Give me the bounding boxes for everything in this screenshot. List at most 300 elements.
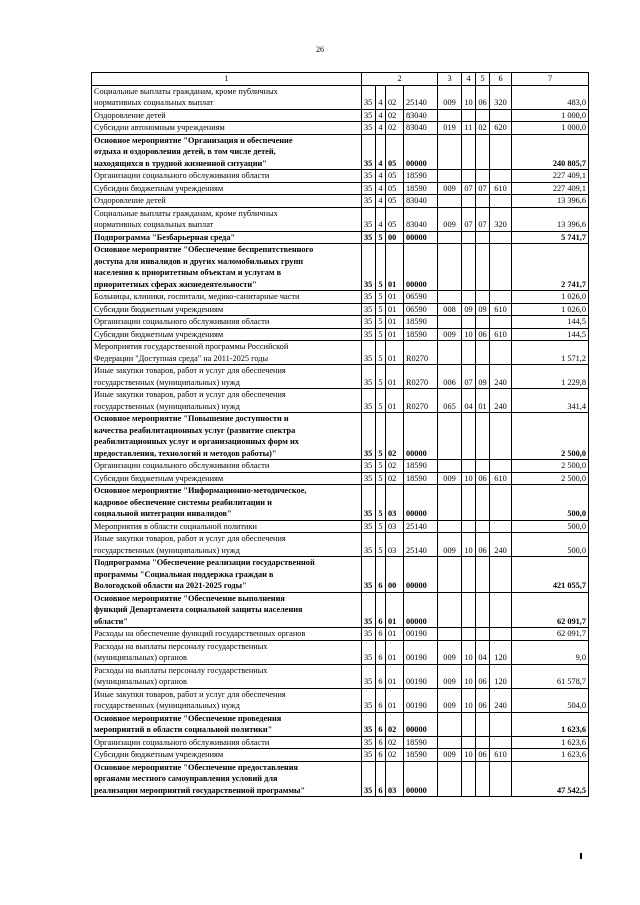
row-name-line: Основное мероприятие "Обеспечение выполнения [94,593,285,603]
table-row [92,628,589,641]
code-direction: R0270 [404,365,438,389]
row-name-line: мероприятий в области социальной политики" [94,725,273,734]
table-row [92,182,589,195]
code-expense-type: 610 [490,182,512,195]
code-subsection: 09 [476,303,490,316]
table-row [92,460,589,473]
code-program: 35 [362,170,376,183]
row-name-line: Субсидии автономным учреждениям [94,123,225,132]
table-row [92,389,589,413]
code-subprogram: 4 [376,85,386,109]
code-subprogram: 4 [376,207,386,231]
row-name [92,291,362,304]
code-organization [438,485,462,521]
code-direction: 00000 [404,712,438,736]
code-subsection [476,557,490,593]
row-name [92,736,362,749]
row-name [92,533,362,557]
code-subsection: 06 [476,688,490,712]
row-name-line: (муниципальных) органов [94,677,187,686]
code-organization: 008 [438,303,462,316]
table-row [92,328,589,341]
row-name-line: Расходы на обеспечение функций государственных органов [94,629,306,638]
page-number: 26 [316,45,324,54]
code-expense-type: 240 [490,389,512,413]
code-subsection [476,291,490,304]
code-section [462,231,476,244]
code-measure: 02 [386,712,404,736]
code-direction: 00000 [404,244,438,291]
code-subsection: 02 [476,122,490,135]
code-measure: 02 [386,736,404,749]
code-subprogram: 5 [376,413,386,460]
code-organization: 009 [438,640,462,664]
code-expense-type [490,291,512,304]
row-name [92,460,362,473]
code-subprogram: 5 [376,533,386,557]
row-name-line: Социальные выплаты гражданам, кроме публичных [94,208,278,218]
row-name [92,712,362,736]
code-subprogram: 6 [376,688,386,712]
code-section [462,341,476,365]
code-section [462,195,476,208]
code-subprogram: 4 [376,134,386,170]
row-name-line: Организации социального обслуживания области [94,737,270,747]
code-direction: R0270 [404,341,438,365]
code-program: 35 [362,134,376,170]
code-section [462,109,476,122]
code-direction: 00000 [404,761,438,797]
code-subsection [476,485,490,521]
row-name-line: Больницы, клиники, госпитали, медико-санитарные части [94,292,300,301]
code-section: 07 [462,207,476,231]
table-row [92,533,589,557]
code-section [462,244,476,291]
amount: 47 542,5 [512,761,589,797]
code-measure: 00 [386,557,404,593]
code-subprogram: 5 [376,316,386,329]
code-subsection: 06 [476,472,490,485]
amount: 421 055,7 [512,557,589,593]
row-name-line: реализации мероприятий государственной программы" [94,785,306,795]
amount: 227 409,1 [512,170,589,183]
table-row [92,520,589,533]
code-direction: 00190 [404,640,438,664]
row-name [92,749,362,762]
amount: 1 000,0 [512,109,589,122]
row-name-line: социальной интеграции инвалидов" [94,509,232,518]
amount: 144,5 [512,316,589,329]
code-section: 10 [462,533,476,557]
code-measure: 05 [386,134,404,170]
table-row [92,244,589,291]
code-section: 10 [462,640,476,664]
row-name-line: Иные закупки товаров, работ и услуг для обеспечения [94,689,286,699]
code-program: 35 [362,389,376,413]
code-direction: 00000 [404,485,438,521]
code-section [462,712,476,736]
code-program: 35 [362,182,376,195]
code-subsection [476,413,490,460]
code-subsection [476,134,490,170]
code-subsection: 06 [476,664,490,688]
table-row [92,231,589,244]
code-measure: 02 [386,122,404,135]
code-direction: 00000 [404,134,438,170]
code-expense-type: 610 [490,328,512,341]
code-subsection [476,761,490,797]
code-measure: 01 [386,341,404,365]
code-section [462,592,476,628]
amount: 2 500,0 [512,472,589,485]
code-subprogram: 4 [376,182,386,195]
row-name [92,207,362,231]
row-name [92,557,362,593]
row-name-line: Организации социального обслуживания области [94,461,270,470]
row-name-line: Вологодской области на 2021-2025 годы" [94,581,247,590]
table-row [92,736,589,749]
code-section [462,170,476,183]
code-subprogram: 5 [376,520,386,533]
table-row [92,291,589,304]
code-section [462,413,476,460]
code-subprogram: 6 [376,749,386,762]
code-expense-type [490,170,512,183]
amount: 5 741,7 [512,231,589,244]
code-direction: 00190 [404,664,438,688]
table-row [92,170,589,183]
row-name-line: Субсидии бюджетным учреждениям [94,329,224,339]
code-measure: 01 [386,316,404,329]
code-subprogram: 5 [376,485,386,521]
code-program: 35 [362,316,376,329]
row-name-line: Федерации "Доступная среда" на 2011-2025 годы [94,353,269,363]
code-organization [438,413,462,460]
code-expense-type [490,520,512,533]
row-name-line: нормативных социальных выплат [94,220,214,229]
header-col-5: 5 [476,73,490,86]
code-direction: 00000 [404,592,438,628]
code-measure: 01 [386,389,404,413]
amount: 2 741,7 [512,244,589,291]
row-name-line: Иные закупки товаров, работ и услуг для обеспечения [94,390,286,399]
row-name [92,182,362,195]
row-name-line: Основное мероприятие "Информационно-методическое, [94,486,307,495]
table-row [92,122,589,135]
code-direction: 83040 [404,109,438,122]
row-name [92,592,362,628]
row-name-line: Организации социального обслуживания области [94,317,270,326]
amount: 9,0 [512,640,589,664]
code-expense-type [490,244,512,291]
code-expense-type: 320 [490,207,512,231]
row-name-line: находящихся в трудной жизненной ситуации" [94,158,267,168]
row-name-line: населения к приоритетным объектам и услугам в [94,268,282,277]
code-expense-type [490,761,512,797]
code-section: 07 [462,365,476,389]
amount: 227 409,1 [512,182,589,195]
header-col-3: 3 [438,73,462,86]
code-direction: 83040 [404,195,438,208]
code-expense-type: 240 [490,533,512,557]
code-organization: 009 [438,207,462,231]
code-section [462,291,476,304]
code-measure: 05 [386,195,404,208]
code-expense-type [490,316,512,329]
code-subsection: 06 [476,533,490,557]
code-expense-type [490,413,512,460]
amount: 1 623,6 [512,736,589,749]
row-name [92,664,362,688]
code-subsection [476,316,490,329]
code-subsection [476,736,490,749]
code-subsection: 01 [476,389,490,413]
code-organization: 009 [438,533,462,557]
row-name-line: нормативных социальных выплат [94,98,214,107]
code-subsection [476,628,490,641]
amount: 483,0 [512,85,589,109]
row-name-line: Субсидии бюджетным учреждениям [94,473,224,483]
code-organization: 009 [438,688,462,712]
code-measure: 01 [386,628,404,641]
code-subprogram: 6 [376,736,386,749]
amount: 1 623,6 [512,749,589,762]
code-direction: 18590 [404,460,438,473]
code-subprogram: 4 [376,195,386,208]
row-name-line: Основное мероприятие "Повышение доступности и [94,414,289,423]
amount: 1 571,2 [512,341,589,365]
code-expense-type [490,592,512,628]
code-subsection: 04 [476,640,490,664]
code-subprogram: 5 [376,291,386,304]
code-subprogram: 6 [376,640,386,664]
code-measure: 01 [386,303,404,316]
code-expense-type [490,712,512,736]
row-name [92,341,362,365]
code-expense-type: 240 [490,688,512,712]
code-measure: 02 [386,460,404,473]
code-program: 35 [362,557,376,593]
code-expense-type: 610 [490,303,512,316]
code-program: 35 [362,520,376,533]
row-name [92,389,362,413]
code-subprogram: 5 [376,231,386,244]
row-name-line: Основное мероприятие "Обеспечение проведения [94,713,282,723]
row-name [92,303,362,316]
amount: 500,0 [512,520,589,533]
code-measure: 01 [386,664,404,688]
code-organization [438,520,462,533]
code-organization [438,592,462,628]
header-col-4: 4 [462,73,476,86]
row-name [92,472,362,485]
code-program: 35 [362,195,376,208]
code-expense-type: 610 [490,472,512,485]
code-program: 35 [362,341,376,365]
row-name [92,365,362,389]
code-direction: 83040 [404,122,438,135]
row-name-line: программы "Социальная поддержка граждан в [94,569,274,579]
row-name-line: государственных (муниципальных) нужд [94,401,240,411]
row-name-line: Организации социального обслуживания области [94,171,270,180]
row-name [92,628,362,641]
code-section: 07 [462,182,476,195]
code-expense-type [490,557,512,593]
code-subsection [476,195,490,208]
amount: 62 091,7 [512,628,589,641]
table-row [92,341,589,365]
code-section: 10 [462,664,476,688]
row-name [92,134,362,170]
code-program: 35 [362,592,376,628]
scan-edge-mark [580,853,582,859]
code-direction: 00000 [404,413,438,460]
code-section: 10 [462,85,476,109]
amount: 1 026,0 [512,303,589,316]
code-expense-type: 620 [490,122,512,135]
row-name [92,328,362,341]
row-name [92,231,362,244]
code-organization: 009 [438,472,462,485]
row-name-line: реабилитационных услуг и организационных форм их [94,437,299,446]
row-name [92,316,362,329]
header-col-7: 7 [512,73,589,86]
code-organization [438,291,462,304]
code-program: 35 [362,244,376,291]
code-program: 35 [362,736,376,749]
code-section [462,316,476,329]
row-name-line: (муниципальных) органов [94,653,187,662]
table-row [92,688,589,712]
budget-table [91,72,589,797]
row-name [92,413,362,460]
code-program: 35 [362,109,376,122]
amount: 500,0 [512,485,589,521]
row-name-line: Субсидии бюджетным учреждениям [94,750,224,759]
amount: 13 396,6 [512,195,589,208]
code-subsection [476,712,490,736]
code-direction: 25140 [404,533,438,557]
amount: 500,0 [512,533,589,557]
code-subsection [476,109,490,122]
code-program: 35 [362,688,376,712]
code-organization: 006 [438,365,462,389]
code-direction: 18590 [404,316,438,329]
row-name-line: кадровое обеспечение системы реабилитации и [94,497,272,507]
table-body [92,85,589,797]
code-section [462,520,476,533]
row-name-line: отдыха и оздоровления детей, в том числе детей, [94,147,276,156]
amount: 13 396,6 [512,207,589,231]
code-subsection [476,520,490,533]
code-expense-type [490,485,512,521]
code-measure: 02 [386,472,404,485]
code-direction: 25140 [404,520,438,533]
code-organization: 009 [438,328,462,341]
table-row [92,472,589,485]
code-organization: 065 [438,389,462,413]
code-subsection: 06 [476,749,490,762]
code-subprogram: 6 [376,664,386,688]
code-subprogram: 5 [376,472,386,485]
code-subprogram: 5 [376,389,386,413]
code-measure: 05 [386,207,404,231]
table-row [92,761,589,797]
code-expense-type: 120 [490,664,512,688]
code-organization [438,761,462,797]
row-name [92,688,362,712]
amount: 2 500,0 [512,460,589,473]
row-name-line: Оздоровление детей [94,196,166,205]
code-organization [438,244,462,291]
code-subprogram: 4 [376,109,386,122]
amount: 2 500,0 [512,413,589,460]
code-program: 35 [362,291,376,304]
table-header [92,73,589,86]
table-row [92,557,589,593]
code-subsection: 07 [476,182,490,195]
code-program: 35 [362,485,376,521]
code-direction: 18590 [404,472,438,485]
code-measure: 05 [386,170,404,183]
code-section: 04 [462,389,476,413]
code-organization [438,341,462,365]
row-name-line: Расходы на выплаты персоналу государственных [94,665,268,675]
code-organization [438,231,462,244]
table-row [92,712,589,736]
code-direction: 18590 [404,328,438,341]
amount: 144,5 [512,328,589,341]
code-section [462,134,476,170]
code-subprogram: 5 [376,303,386,316]
code-program: 35 [362,749,376,762]
row-name [92,244,362,291]
code-expense-type [490,109,512,122]
code-organization [438,557,462,593]
row-name-line: Субсидии бюджетным учреждениям [94,304,224,314]
code-measure: 01 [386,688,404,712]
amount: 341,4 [512,389,589,413]
table-row [92,592,589,628]
amount: 1 000,0 [512,122,589,135]
code-expense-type: 610 [490,749,512,762]
code-direction: 18590 [404,170,438,183]
row-name-line: доступа для инвалидов и других маломобильных групп [94,256,304,266]
table-row [92,749,589,762]
code-expense-type [490,231,512,244]
code-subprogram: 4 [376,122,386,135]
code-direction: 00190 [404,628,438,641]
code-program: 35 [362,85,376,109]
amount: 1 623,6 [512,712,589,736]
code-subprogram: 5 [376,460,386,473]
code-measure: 03 [386,761,404,797]
code-subsection: 07 [476,207,490,231]
table-row [92,316,589,329]
code-subsection [476,170,490,183]
code-expense-type [490,628,512,641]
table-row [92,640,589,664]
header-col-2: 2 [362,73,438,86]
code-program: 35 [362,231,376,244]
code-subprogram: 4 [376,170,386,183]
code-measure: 01 [386,244,404,291]
code-organization: 009 [438,85,462,109]
code-section [462,761,476,797]
row-name-line: предоставления, технологий и методов работы)" [94,448,277,458]
code-direction: 06590 [404,291,438,304]
row-name-line: Социальные выплаты гражданам, кроме публичных [94,86,278,96]
